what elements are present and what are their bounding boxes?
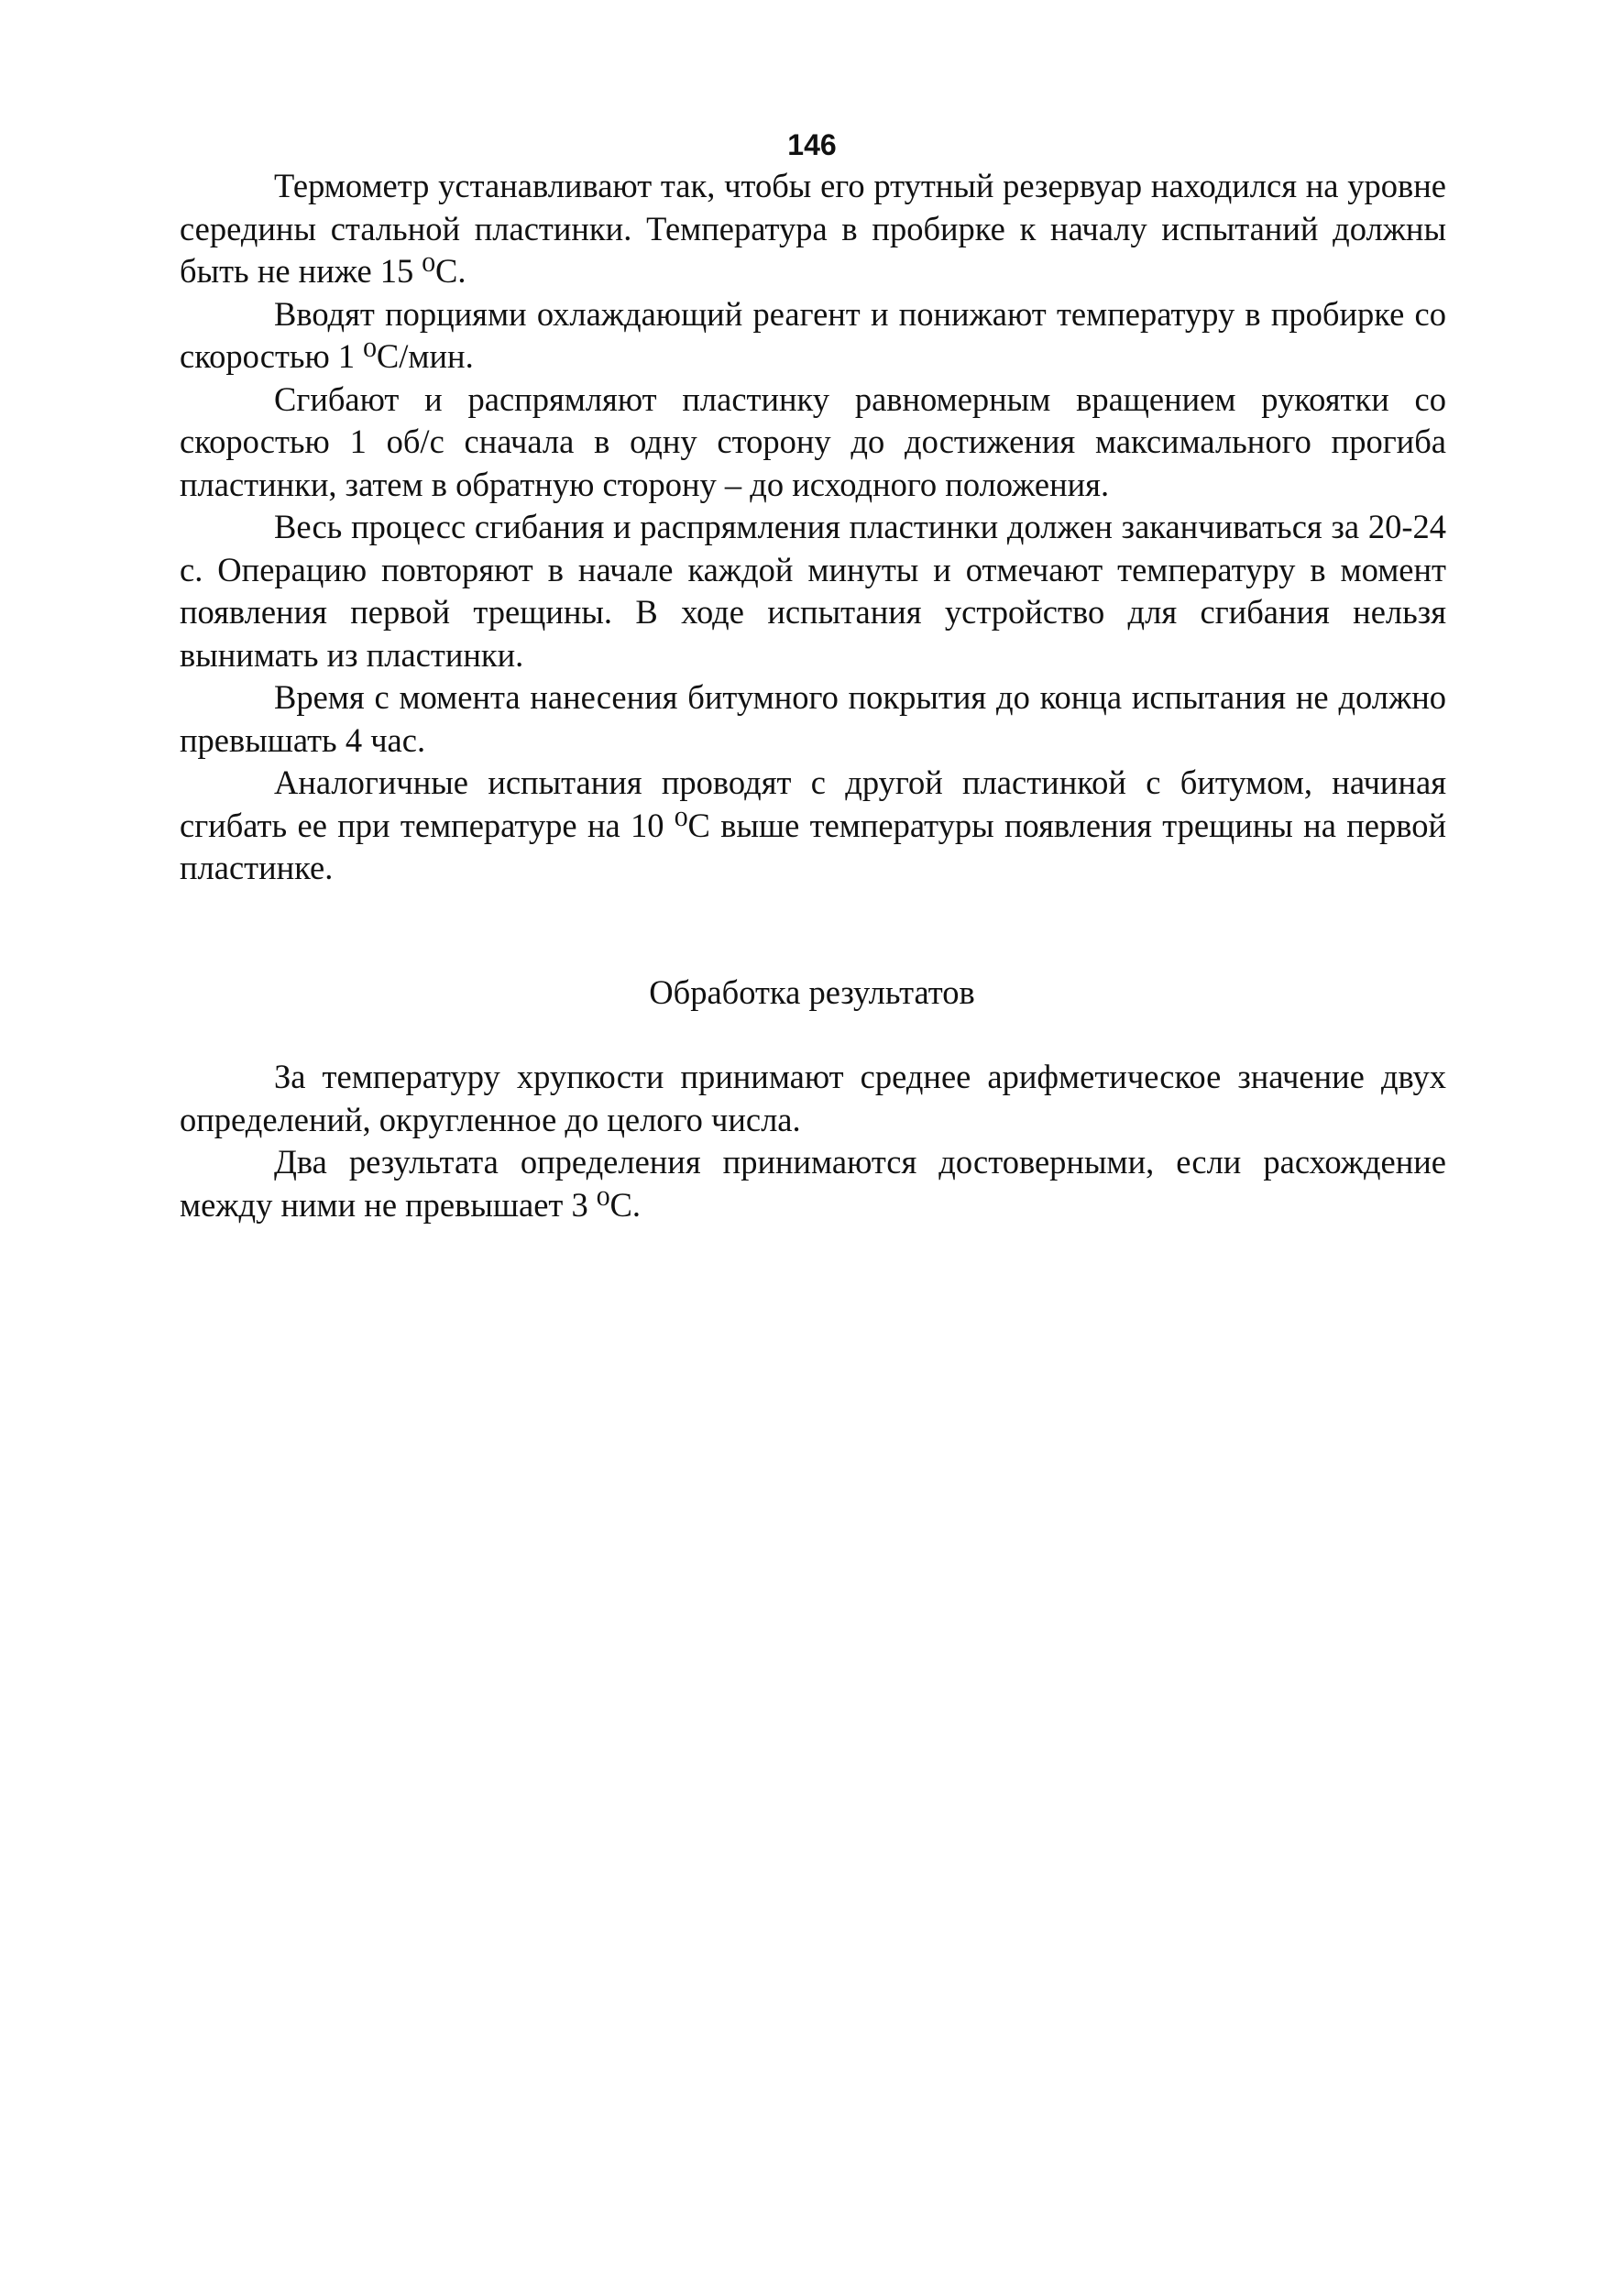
paragraph-thermometer: Термометр устанавливают так, чтобы его ртутный резервуар находился на уровне середины стальной пластинки. Температура в пробирке к началу испытаний должны быть не ниже 15 ⁰C. xyxy=(180,167,1446,290)
paragraph-brittleness-temperature: За температуру хрупкости принимают среднее арифметическое значение двух определений, округленное до целого числа. xyxy=(180,1058,1446,1138)
paragraph-bending-duration: Весь процесс сгибания и распрямления пластинки должен заканчиваться за 20-24 с. Операцию повторяют в начале каждой минуты и отмечают температуру в момент появления первой трещины. В ходе испытания устройство для сгибания нельзя вынимать из пластинки. xyxy=(180,508,1446,674)
paragraph-repeat-test: Аналогичные испытания проводят с другой пластинкой с битумом, начиная сгибать ее при температуре на 10 ⁰C выше температуры появления трещины на первой пластинке. xyxy=(180,763,1446,886)
results-text xyxy=(180,1056,1446,1226)
paragraph-reliability: Два результата определения принимаются достоверными, если расхождение между ними не превышает 3 ⁰C. xyxy=(180,1143,1446,1224)
paragraph-cooling: Вводят порциями охлаждающий реагент и понижают температуру в пробирке со скоростью 1 ⁰C/мин. xyxy=(180,294,1446,375)
page-number: 146 xyxy=(787,128,837,161)
paragraph-time-limit: Время с момента нанесения битумного покрытия до конца испытания не должно превышать 4 час. xyxy=(180,678,1446,759)
paragraph-bending: Сгибают и распрямляют пластинку равномерным вращением рукоятки со скоростью 1 об/с сначала в одну сторону до достижения максимального прогиба пластинки, затем в обратную сторону – до исходного положения. xyxy=(180,379,1446,503)
section-heading-results: Обработка результатов xyxy=(649,973,975,1011)
procedure-text xyxy=(180,165,1446,890)
